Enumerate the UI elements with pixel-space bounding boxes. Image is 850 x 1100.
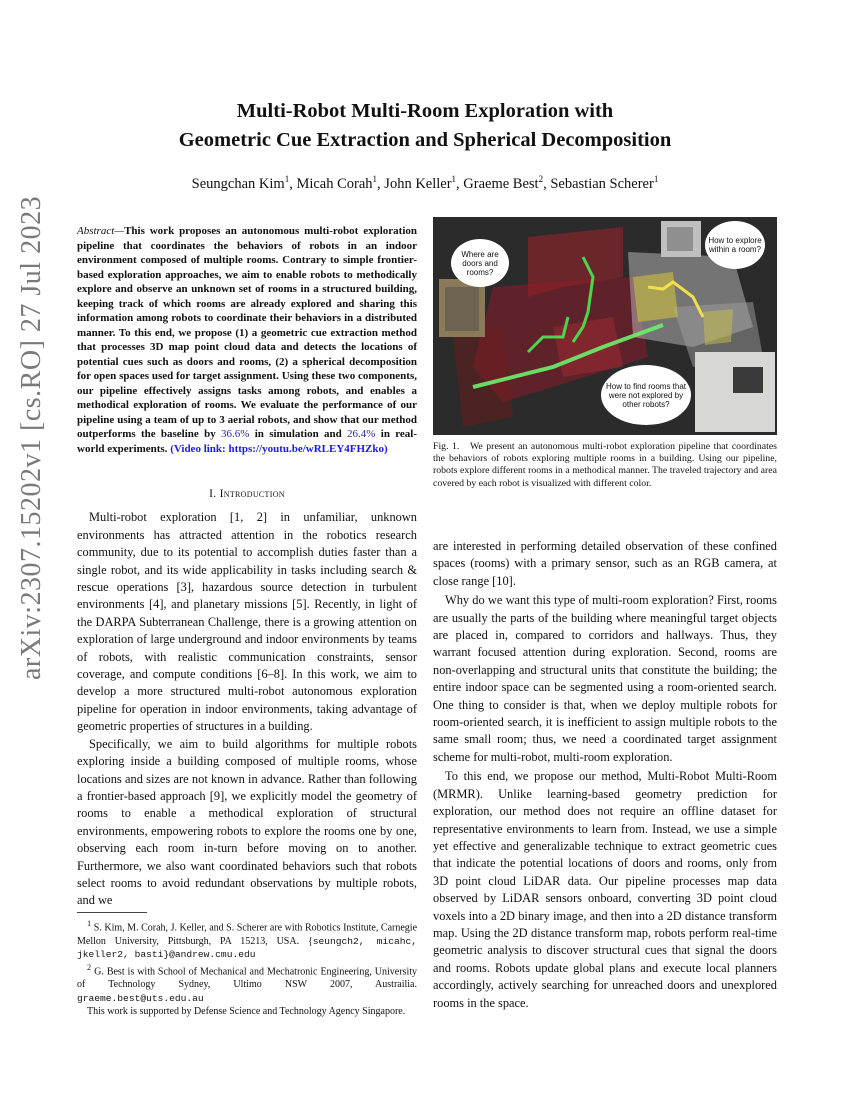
abstract-text-b: in simulation and xyxy=(249,428,348,440)
author-4-aff: 2 xyxy=(538,174,544,184)
author-2-aff: 1 xyxy=(372,174,378,184)
title-line-1: Multi-Robot Multi-Room Exploration with xyxy=(236,100,614,122)
video-link[interactable]: (Video link: https://youtu.be/wRLEY4FHZko) xyxy=(170,442,388,455)
author-list: Seungchan Kim$^1$, Micah Corah$^1$, John Keller$^1$, Graeme Best$^2$, Sebastian Scherer$^1$ xyxy=(191,174,659,192)
abstract-text-a: This work proposes an autonomous multi-robot exploration pipeline that coordinates the behaviors of robots in an indoor environment composed of multiple rooms. Contrary to simple frontier-based exploration approaches, we aim to enable robots to methodically explore and observe an unknown set of rooms in a structured building, keeping track of which rooms are already explored and sharing this information among robots to coordinate their behaviors in a distributed manner. To this end, we propose (1) a geometric cue extraction method that processes 3D map point cloud data and detects the locations of potential cues such as doors and rooms, (2) a spherical decomposition for open spaces used for target assignment. Using these two components, our pipeline effectively assigns tasks among robots, and enables a methodical exploration of rooms. We evaluate the performance of our pipeline using a team of up to 3 aerial robots, and show that our method outperforms the baseline by xyxy=(77,225,417,440)
abstract-text-c: in real-world experiments. xyxy=(77,428,418,455)
right-paragraph-1: Why do we want this type of multi-room exploration? First, rooms are usually the parts of the building where meaningful target objects are placed in, compared to corridors and hallways. Thus, they warrant focused attention during exploration. Second, rooms are non-overlapping and structural units that constitute the building; the entire indoor space can be segmented using a room-oriented search. One thing to consider is that, when we deploy multiple robots for room-oriented search, it is inefficient to assign multiple robots to the same small room; thus, we need a coordinated target assignment scheme for multi-robot, multi-room exploration. xyxy=(433,593,777,764)
right-paragraph-0: are interested in performing detailed observation of these confined spaces (rooms) with a primary sensor, such as an RGB camera, at close range [10]. xyxy=(433,539,777,588)
paper-title xyxy=(70,97,780,155)
author-3-aff: 1 xyxy=(451,174,457,184)
abstract-pct-real: 26.4% xyxy=(347,428,376,440)
author-4: Graeme Best xyxy=(463,175,539,192)
right-paragraph-2: To this end, we propose our method, Multi-Robot Multi-Room (MRMR). Unlike learning-based geometry prediction for exploration, our method does not require an offline dataset for representative environments to learn from. Instead, we use a simple yet effective and generalizable technique to extract geometric cues that indicate the potential locations of doors and rooms, only from 3D point cloud LiDAR data. Our pipeline processes map data observed by LiDAR sensors onboard, converting 3D point cloud voxels into a 2D binary image, and then into a 2D distance transform map. Using the 2D distance transform map, robots perform real-time geometric analysis to discover structural cues that signal the doors and rooms. Robots update global plans and execute local planners accordingly, actively searching for unreached doors and unexplored rooms in the space. xyxy=(433,769,777,1010)
arxiv-stamp: arXiv:2307.15202v1 [cs.RO] 27 Jul 2023 xyxy=(16,195,47,680)
intro-paragraph-2: Specifically, we aim to build algorithms for multiple robots exploring inside a building composed of multiple rooms, whose locations and sizes are not known in advance. Rather than following a frontier-based approach [9], we explicitly model the geometry of rooms to enable a methodical exploration of structural environments, empowering robots to explore the rooms one by one, observing each room in-turn before moving on to another. Furthermore, we also want coordinated behaviors such that robots select rooms to avoid redundant observations by multiple robots, and we xyxy=(77,736,417,908)
footnote-rule xyxy=(77,912,147,913)
footnotes xyxy=(77,912,417,1018)
section-heading xyxy=(77,486,417,503)
author-5: Sebastian Scherer xyxy=(550,175,654,192)
author-1-aff: 1 xyxy=(284,174,290,184)
figure-1-image xyxy=(433,217,777,435)
abstract-label: Abstract xyxy=(77,225,115,237)
abstract: Abstract—This work proposes an autonomous multi-robot exploration pipeline that coordinates the behaviors of robots in an indoor environment composed of multiple rooms. Contrary to simple frontier-based exploration approaches, we aim to enable robots to methodically explore and observe an unknown set of rooms in a structured building, keeping track of which rooms are already explored and sharing this information among robots to coordinate their behaviors in a distributed manner. To this end, we propose (1) a geometric cue extraction method that processes 3D map point cloud data and detects the locations of potential cues such as doors and rooms, (2) a spherical decomposition for open spaces used for target assignment. Using these two components, our pipeline effectively assigns tasks among robots, and enables a methodical exploration of rooms. We evaluate the performance of our pipeline using a team of up to 3 aerial robots, and show that our method outperforms the baseline by 36.6% in simulation and 26.4% in real-world experiments. (Video link: https://youtu.be/wRLEY4FHZko) xyxy=(77,225,418,455)
caption-text: We present an autonomous multi-robot exploration pipeline that coordinates the behaviors of robots exploring multiple rooms in a building. Using our pipeline, robots explore different rooms in a methodical manner. The traveled trajectory and area covered by each robot is visualized with different color. xyxy=(433,441,777,489)
author-1: Seungchan Kim xyxy=(191,175,285,192)
section-title: Introduction xyxy=(219,488,285,500)
title-line-2: Geometric Cue Extraction and Spherical Decomposition xyxy=(178,129,672,151)
figure-caption xyxy=(433,441,777,490)
author-3: John Keller xyxy=(384,175,452,192)
footnote-2: $^2$ G. Best is with School of Mechanical and Mechatronic Engineering, University of Technology Sydney, Ultimo NSW 2007, Austrailia. graeme.best@uts.edu.au xyxy=(77,962,417,1004)
speech-bubble-other-robots: How to find rooms that were not explored by other robots? xyxy=(601,365,691,425)
intro-column-right xyxy=(433,538,777,1012)
author-5-aff: 1 xyxy=(653,174,659,184)
footnote-1: $^1$ S. Kim, M. Corah, J. Keller, and S. Scherer are with Robotics Institute, Carnegie Mellon University, Pittsburgh, PA 15213, USA. {seungch2, micahc, jkeller2, basti}@andrew.cmu.edu xyxy=(77,919,418,960)
speech-bubble-room: How to explore within a room? xyxy=(705,221,765,269)
author-2: Micah Corah xyxy=(296,175,373,192)
abstract-pct-sim: 36.6% xyxy=(221,428,250,440)
footnote-3: This work is supported by Defense Science and Technology Agency Singapore. xyxy=(87,1005,406,1017)
intro-paragraph-1: Multi-robot exploration [1, 2] in unfamiliar, unknown environments has attracted attention in the robotics research community, due to its potential to accomplish duties faster than a single robot, and its wide applicability in tasks including search & rescue operations [3], hazardous source detection in turbulent environments [4], and planetary missions [5]. Recently, in light of the DARPA Subterranean Challenge, there is a growing attention on exploration of large underground and indoor environments by teams of robots, with realistic communication constraints, sensor coverage, and compute conditions [6–8]. In this work, we aim to develop a more structured multi-robot autonomous exploration pipeline for operation in indoor environments, taking advantage of geometric properties of structures in a building. xyxy=(77,510,417,734)
speech-bubble-doors: Where are doors and rooms? xyxy=(451,239,509,287)
section-number: I. xyxy=(209,488,220,500)
intro-column-left xyxy=(77,486,417,910)
caption-label: Fig. 1. xyxy=(433,441,460,452)
